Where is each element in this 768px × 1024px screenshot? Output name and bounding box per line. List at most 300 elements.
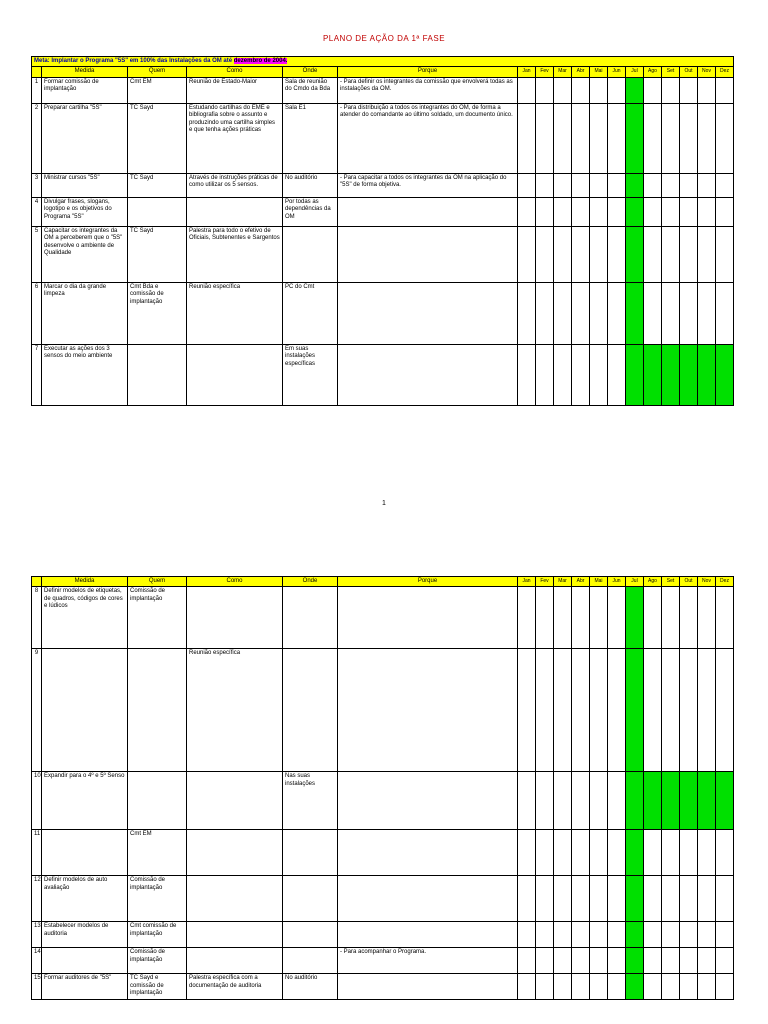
page-number: 1 bbox=[382, 500, 386, 507]
cell-medida: Definir modelos de etiquetas, de quadros, códigos de cores e lúdicos bbox=[42, 587, 128, 649]
schedule-cell-mar bbox=[554, 226, 572, 282]
schedule-cell-ago bbox=[644, 173, 662, 197]
cell-onde bbox=[283, 649, 338, 772]
table-row bbox=[32, 77, 734, 103]
cell-medida: Marcar o dia da grande limpeza bbox=[42, 282, 128, 344]
table-row bbox=[32, 772, 734, 830]
schedule-cell-jun bbox=[608, 282, 626, 344]
schedule-cell-out bbox=[680, 649, 698, 772]
table-header bbox=[32, 577, 734, 587]
schedule-cell-nov bbox=[698, 77, 716, 103]
schedule-cell-nov bbox=[698, 876, 716, 922]
schedule-cell-nov bbox=[698, 282, 716, 344]
cell-como bbox=[187, 922, 283, 948]
schedule-cell-set bbox=[662, 103, 680, 173]
schedule-cell-jan bbox=[518, 226, 536, 282]
schedule-cell-ago bbox=[644, 772, 662, 830]
schedule-cell-mai bbox=[590, 282, 608, 344]
schedule-cell-set bbox=[662, 587, 680, 649]
schedule-cell-fev bbox=[536, 344, 554, 405]
header-porque: Porque bbox=[338, 67, 518, 77]
schedule-cell-jun bbox=[608, 587, 626, 649]
cell-como: Reunião específica bbox=[187, 649, 283, 772]
cell-quem bbox=[128, 344, 187, 405]
cell-onde bbox=[283, 876, 338, 922]
schedule-cell-jan bbox=[518, 922, 536, 948]
header-month-nov: Nov bbox=[698, 67, 716, 77]
header-quem: Quem bbox=[128, 67, 187, 77]
schedule-cell-jul bbox=[626, 948, 644, 974]
cell-quem: Cmt Bda e comissão de implantação bbox=[128, 282, 187, 344]
schedule-cell-abr bbox=[572, 772, 590, 830]
header-month-mai: Mai bbox=[590, 577, 608, 587]
cell-porque bbox=[338, 922, 518, 948]
cell-como bbox=[187, 197, 283, 226]
cell-onde: No auditório bbox=[283, 974, 338, 1000]
schedule-cell-fev bbox=[536, 173, 554, 197]
schedule-cell-nov bbox=[698, 830, 716, 876]
table-body bbox=[32, 77, 734, 405]
schedule-cell-mai bbox=[590, 876, 608, 922]
schedule-cell-jul bbox=[626, 173, 644, 197]
cell-medida: Expandir para o 4º e 5º Senso bbox=[42, 772, 128, 830]
schedule-cell-fev bbox=[536, 103, 554, 173]
schedule-cell-dez bbox=[716, 77, 734, 103]
cell-quem: TC Sayd bbox=[128, 173, 187, 197]
header-number bbox=[32, 67, 42, 77]
page-title: PLANO DE AÇÃO DA 1ª FASE bbox=[322, 34, 446, 43]
schedule-cell-abr bbox=[572, 344, 590, 405]
header-month-mar: Mar bbox=[554, 67, 572, 77]
schedule-cell-jul bbox=[626, 226, 644, 282]
header-month-jul: Jul bbox=[626, 67, 644, 77]
cell-como bbox=[187, 344, 283, 405]
row-number: 15 bbox=[32, 974, 42, 1000]
schedule-cell-abr bbox=[572, 948, 590, 974]
cell-quem: Cmt EM bbox=[128, 77, 187, 103]
schedule-cell-out bbox=[680, 922, 698, 948]
table-row bbox=[32, 282, 734, 344]
schedule-cell-dez bbox=[716, 282, 734, 344]
schedule-cell-fev bbox=[536, 197, 554, 226]
header-month-mai: Mai bbox=[590, 67, 608, 77]
schedule-cell-fev bbox=[536, 974, 554, 1000]
cell-onde bbox=[283, 226, 338, 282]
cell-quem: Comissão de implantação bbox=[128, 876, 187, 922]
schedule-cell-out bbox=[680, 226, 698, 282]
schedule-cell-jul bbox=[626, 103, 644, 173]
schedule-cell-ago bbox=[644, 922, 662, 948]
schedule-cell-set bbox=[662, 948, 680, 974]
schedule-cell-jul bbox=[626, 344, 644, 405]
header-onde: Onde bbox=[283, 67, 338, 77]
schedule-cell-dez bbox=[716, 173, 734, 197]
schedule-cell-abr bbox=[572, 876, 590, 922]
table-row bbox=[32, 103, 734, 173]
cell-quem: TC Sayd bbox=[128, 226, 187, 282]
schedule-cell-dez bbox=[716, 830, 734, 876]
schedule-cell-mai bbox=[590, 772, 608, 830]
cell-quem: Cmt comissão de implantação bbox=[128, 922, 187, 948]
schedule-cell-jul bbox=[626, 876, 644, 922]
header-month-dez: Dez bbox=[716, 577, 734, 587]
schedule-cell-jun bbox=[608, 974, 626, 1000]
schedule-cell-jun bbox=[608, 948, 626, 974]
schedule-cell-jul bbox=[626, 197, 644, 226]
schedule-cell-dez bbox=[716, 197, 734, 226]
schedule-cell-out bbox=[680, 974, 698, 1000]
schedule-cell-jun bbox=[608, 197, 626, 226]
schedule-cell-ago bbox=[644, 948, 662, 974]
header-row bbox=[32, 67, 734, 77]
header-como: Como bbox=[187, 67, 283, 77]
schedule-cell-abr bbox=[572, 103, 590, 173]
schedule-cell-dez bbox=[716, 974, 734, 1000]
cell-porque bbox=[338, 830, 518, 876]
schedule-cell-abr bbox=[572, 922, 590, 948]
schedule-cell-mai bbox=[590, 587, 608, 649]
schedule-cell-jun bbox=[608, 922, 626, 948]
header-month-fev: Fev bbox=[536, 67, 554, 77]
cell-porque: - Para distribuição a todos os integrantes do OM, de forma a atender do comandante ao último soldado, um documento único. bbox=[338, 103, 518, 173]
schedule-cell-nov bbox=[698, 103, 716, 173]
schedule-cell-ago bbox=[644, 77, 662, 103]
table-header bbox=[32, 67, 734, 77]
goal-text bbox=[32, 57, 734, 67]
schedule-cell-out bbox=[680, 830, 698, 876]
schedule-cell-ago bbox=[644, 974, 662, 1000]
cell-porque bbox=[338, 772, 518, 830]
cell-medida: Ministrar cursos "5S" bbox=[42, 173, 128, 197]
table-row bbox=[32, 830, 734, 876]
schedule-cell-mai bbox=[590, 974, 608, 1000]
table-row bbox=[32, 344, 734, 405]
row-number: 7 bbox=[32, 344, 42, 405]
schedule-cell-nov bbox=[698, 974, 716, 1000]
cell-onde bbox=[283, 587, 338, 649]
cell-porque: - Para capacitar a todos os integrantes da OM na aplicação do "5S" de forma objetiva. bbox=[338, 173, 518, 197]
header-month-out: Out bbox=[680, 67, 698, 77]
cell-porque bbox=[338, 226, 518, 282]
table-row bbox=[32, 173, 734, 197]
schedule-cell-mar bbox=[554, 876, 572, 922]
cell-medida: Estabelecer modelos de auditoria bbox=[42, 922, 128, 948]
schedule-cell-mar bbox=[554, 103, 572, 173]
cell-medida: Capacitar os integrantes da OM a perceberem que o "5S" desenvolve o ambiente de Qualidade bbox=[42, 226, 128, 282]
schedule-cell-jul bbox=[626, 649, 644, 772]
schedule-cell-mar bbox=[554, 922, 572, 948]
schedule-cell-dez bbox=[716, 103, 734, 173]
schedule-cell-set bbox=[662, 922, 680, 948]
schedule-cell-nov bbox=[698, 587, 716, 649]
table-row bbox=[32, 197, 734, 226]
header-month-set: Set bbox=[662, 67, 680, 77]
schedule-cell-ago bbox=[644, 282, 662, 344]
schedule-cell-mai bbox=[590, 173, 608, 197]
header-month-abr: Abr bbox=[572, 577, 590, 587]
schedule-cell-mar bbox=[554, 197, 572, 226]
schedule-cell-set bbox=[662, 649, 680, 772]
cell-quem: Comissão de implantação bbox=[128, 948, 187, 974]
table-row bbox=[32, 587, 734, 649]
action-plan-table-page-1 bbox=[31, 56, 734, 406]
schedule-cell-set bbox=[662, 344, 680, 405]
schedule-cell-ago bbox=[644, 344, 662, 405]
cell-como: Palestra específica com a documentação de auditoria bbox=[187, 974, 283, 1000]
schedule-cell-fev bbox=[536, 282, 554, 344]
schedule-cell-set bbox=[662, 772, 680, 830]
schedule-cell-jun bbox=[608, 772, 626, 830]
schedule-cell-mai bbox=[590, 948, 608, 974]
cell-onde: Sala de reunião do Cmdo da Bda bbox=[283, 77, 338, 103]
schedule-cell-fev bbox=[536, 876, 554, 922]
header-medida: Medida bbox=[42, 577, 128, 587]
schedule-cell-mai bbox=[590, 649, 608, 772]
schedule-cell-abr bbox=[572, 77, 590, 103]
cell-quem: Cmt EM bbox=[128, 830, 187, 876]
schedule-cell-jun bbox=[608, 173, 626, 197]
cell-medida bbox=[42, 649, 128, 772]
schedule-cell-nov bbox=[698, 922, 716, 948]
row-number: 11 bbox=[32, 830, 42, 876]
cell-porque bbox=[338, 344, 518, 405]
schedule-cell-jan bbox=[518, 772, 536, 830]
table-body bbox=[32, 587, 734, 1000]
schedule-cell-mar bbox=[554, 772, 572, 830]
schedule-cell-mai bbox=[590, 197, 608, 226]
schedule-cell-out bbox=[680, 948, 698, 974]
schedule-cell-set bbox=[662, 282, 680, 344]
cell-medida: Formar comissão de implantação bbox=[42, 77, 128, 103]
cell-porque bbox=[338, 282, 518, 344]
schedule-cell-mai bbox=[590, 830, 608, 876]
schedule-cell-nov bbox=[698, 226, 716, 282]
schedule-cell-out bbox=[680, 103, 698, 173]
cell-porque bbox=[338, 974, 518, 1000]
cell-como bbox=[187, 876, 283, 922]
header-month-jul: Jul bbox=[626, 577, 644, 587]
schedule-cell-jan bbox=[518, 77, 536, 103]
table-row bbox=[32, 922, 734, 948]
cell-onde: Em suas instalações específicas bbox=[283, 344, 338, 405]
cell-onde: PC do Cmt bbox=[283, 282, 338, 344]
schedule-cell-mar bbox=[554, 948, 572, 974]
header-month-jun: Jun bbox=[608, 67, 626, 77]
schedule-cell-jan bbox=[518, 173, 536, 197]
cell-onde bbox=[283, 922, 338, 948]
schedule-cell-jul bbox=[626, 974, 644, 1000]
cell-como: Reunião de Estado-Maior bbox=[187, 77, 283, 103]
cell-como: Palestra para todo o efetivo de Oficiais, Subtenentes e Sargentos bbox=[187, 226, 283, 282]
cell-medida bbox=[42, 830, 128, 876]
cell-porque bbox=[338, 587, 518, 649]
table-row bbox=[32, 649, 734, 772]
header-medida: Medida bbox=[42, 67, 128, 77]
schedule-cell-dez bbox=[716, 344, 734, 405]
schedule-cell-ago bbox=[644, 226, 662, 282]
goal-statement: Meta: Implantar o Programa "5S" em 100% das Instalações da OM até bbox=[34, 58, 234, 64]
cell-medida bbox=[42, 948, 128, 974]
schedule-cell-out bbox=[680, 197, 698, 226]
row-number: 2 bbox=[32, 103, 42, 173]
cell-medida: Executar as ações dos 3 sensos do meio ambiente bbox=[42, 344, 128, 405]
schedule-cell-dez bbox=[716, 226, 734, 282]
table-row bbox=[32, 948, 734, 974]
schedule-cell-jul bbox=[626, 77, 644, 103]
schedule-cell-out bbox=[680, 173, 698, 197]
schedule-cell-jul bbox=[626, 282, 644, 344]
schedule-cell-fev bbox=[536, 922, 554, 948]
header-month-nov: Nov bbox=[698, 577, 716, 587]
schedule-cell-jan bbox=[518, 876, 536, 922]
schedule-cell-abr bbox=[572, 649, 590, 772]
schedule-cell-out bbox=[680, 282, 698, 344]
schedule-cell-set bbox=[662, 173, 680, 197]
schedule-cell-jul bbox=[626, 772, 644, 830]
schedule-cell-set bbox=[662, 197, 680, 226]
schedule-cell-nov bbox=[698, 948, 716, 974]
header-month-jun: Jun bbox=[608, 577, 626, 587]
row-number: 14 bbox=[32, 948, 42, 974]
schedule-cell-ago bbox=[644, 103, 662, 173]
header-number bbox=[32, 577, 42, 587]
schedule-cell-ago bbox=[644, 830, 662, 876]
cell-porque: - Para definir os integrantes da comissão que envolverá todas as instalações da OM. bbox=[338, 77, 518, 103]
cell-quem bbox=[128, 772, 187, 830]
schedule-cell-mar bbox=[554, 974, 572, 1000]
schedule-cell-set bbox=[662, 77, 680, 103]
schedule-cell-mai bbox=[590, 226, 608, 282]
schedule-cell-mar bbox=[554, 344, 572, 405]
schedule-cell-dez bbox=[716, 876, 734, 922]
cell-quem: Comissão de implantação bbox=[128, 587, 187, 649]
schedule-cell-mar bbox=[554, 282, 572, 344]
schedule-cell-set bbox=[662, 226, 680, 282]
schedule-cell-jun bbox=[608, 226, 626, 282]
header-month-dez: Dez bbox=[716, 67, 734, 77]
header-month-out: Out bbox=[680, 577, 698, 587]
row-number: 10 bbox=[32, 772, 42, 830]
schedule-cell-jan bbox=[518, 282, 536, 344]
header-month-ago: Ago bbox=[644, 577, 662, 587]
row-number: 13 bbox=[32, 922, 42, 948]
schedule-cell-set bbox=[662, 974, 680, 1000]
cell-onde bbox=[283, 948, 338, 974]
schedule-cell-jan bbox=[518, 197, 536, 226]
schedule-cell-abr bbox=[572, 974, 590, 1000]
schedule-cell-jun bbox=[608, 649, 626, 772]
cell-quem: TC Sayd bbox=[128, 103, 187, 173]
table-row bbox=[32, 974, 734, 1000]
schedule-cell-nov bbox=[698, 197, 716, 226]
schedule-cell-fev bbox=[536, 649, 554, 772]
schedule-cell-jun bbox=[608, 344, 626, 405]
cell-quem bbox=[128, 197, 187, 226]
schedule-cell-mar bbox=[554, 649, 572, 772]
cell-onde: Sala E1 bbox=[283, 103, 338, 173]
schedule-cell-dez bbox=[716, 948, 734, 974]
header-month-mar: Mar bbox=[554, 577, 572, 587]
schedule-cell-mai bbox=[590, 344, 608, 405]
row-number: 9 bbox=[32, 649, 42, 772]
cell-como bbox=[187, 830, 283, 876]
cell-como: Reunião específica bbox=[187, 282, 283, 344]
schedule-cell-jan bbox=[518, 649, 536, 772]
header-month-fev: Fev bbox=[536, 577, 554, 587]
schedule-cell-nov bbox=[698, 649, 716, 772]
schedule-cell-abr bbox=[572, 587, 590, 649]
cell-porque bbox=[338, 649, 518, 772]
table-row bbox=[32, 876, 734, 922]
schedule-cell-mar bbox=[554, 173, 572, 197]
goal-row bbox=[32, 57, 734, 67]
schedule-cell-out bbox=[680, 772, 698, 830]
cell-medida: Formar auditores de "5S" bbox=[42, 974, 128, 1000]
schedule-cell-nov bbox=[698, 173, 716, 197]
schedule-cell-out bbox=[680, 344, 698, 405]
schedule-cell-abr bbox=[572, 830, 590, 876]
header-row bbox=[32, 577, 734, 587]
cell-onde: Por todas as dependências da OM bbox=[283, 197, 338, 226]
schedule-cell-jun bbox=[608, 77, 626, 103]
schedule-cell-nov bbox=[698, 344, 716, 405]
cell-onde bbox=[283, 830, 338, 876]
schedule-cell-out bbox=[680, 587, 698, 649]
schedule-cell-out bbox=[680, 77, 698, 103]
schedule-cell-fev bbox=[536, 77, 554, 103]
cell-como: Através de instruções práticas de como utilizar os 5 sensos. bbox=[187, 173, 283, 197]
action-plan-table-page-2 bbox=[31, 576, 734, 1000]
cell-porque bbox=[338, 876, 518, 922]
cell-como: Estudando cartilhas do EME e bibliografia sobre o assunto e produzindo uma cartilha simples e que tenha ações práticas bbox=[187, 103, 283, 173]
schedule-cell-jan bbox=[518, 948, 536, 974]
schedule-cell-fev bbox=[536, 948, 554, 974]
schedule-cell-mar bbox=[554, 587, 572, 649]
schedule-cell-fev bbox=[536, 587, 554, 649]
cell-como bbox=[187, 948, 283, 974]
schedule-cell-out bbox=[680, 876, 698, 922]
header-month-set: Set bbox=[662, 577, 680, 587]
schedule-cell-mar bbox=[554, 77, 572, 103]
schedule-cell-jul bbox=[626, 830, 644, 876]
schedule-cell-jan bbox=[518, 344, 536, 405]
schedule-cell-fev bbox=[536, 772, 554, 830]
schedule-cell-abr bbox=[572, 197, 590, 226]
schedule-cell-fev bbox=[536, 830, 554, 876]
schedule-cell-jul bbox=[626, 922, 644, 948]
schedule-cell-ago bbox=[644, 649, 662, 772]
schedule-cell-set bbox=[662, 830, 680, 876]
schedule-cell-jan bbox=[518, 830, 536, 876]
cell-onde: Nas suas instalações bbox=[283, 772, 338, 830]
schedule-cell-mai bbox=[590, 103, 608, 173]
schedule-cell-jun bbox=[608, 830, 626, 876]
schedule-cell-dez bbox=[716, 772, 734, 830]
schedule-cell-nov bbox=[698, 772, 716, 830]
header-month-abr: Abr bbox=[572, 67, 590, 77]
row-number: 12 bbox=[32, 876, 42, 922]
schedule-cell-mai bbox=[590, 77, 608, 103]
schedule-cell-jan bbox=[518, 103, 536, 173]
cell-como bbox=[187, 772, 283, 830]
schedule-cell-dez bbox=[716, 922, 734, 948]
header-month-jan: Jan bbox=[518, 577, 536, 587]
cell-onde: No auditório bbox=[283, 173, 338, 197]
header-como: Como bbox=[187, 577, 283, 587]
cell-medida: Divulgar frases, slogans, logotipo e os objetivos do Programa "5S" bbox=[42, 197, 128, 226]
schedule-cell-ago bbox=[644, 876, 662, 922]
schedule-cell-mai bbox=[590, 922, 608, 948]
